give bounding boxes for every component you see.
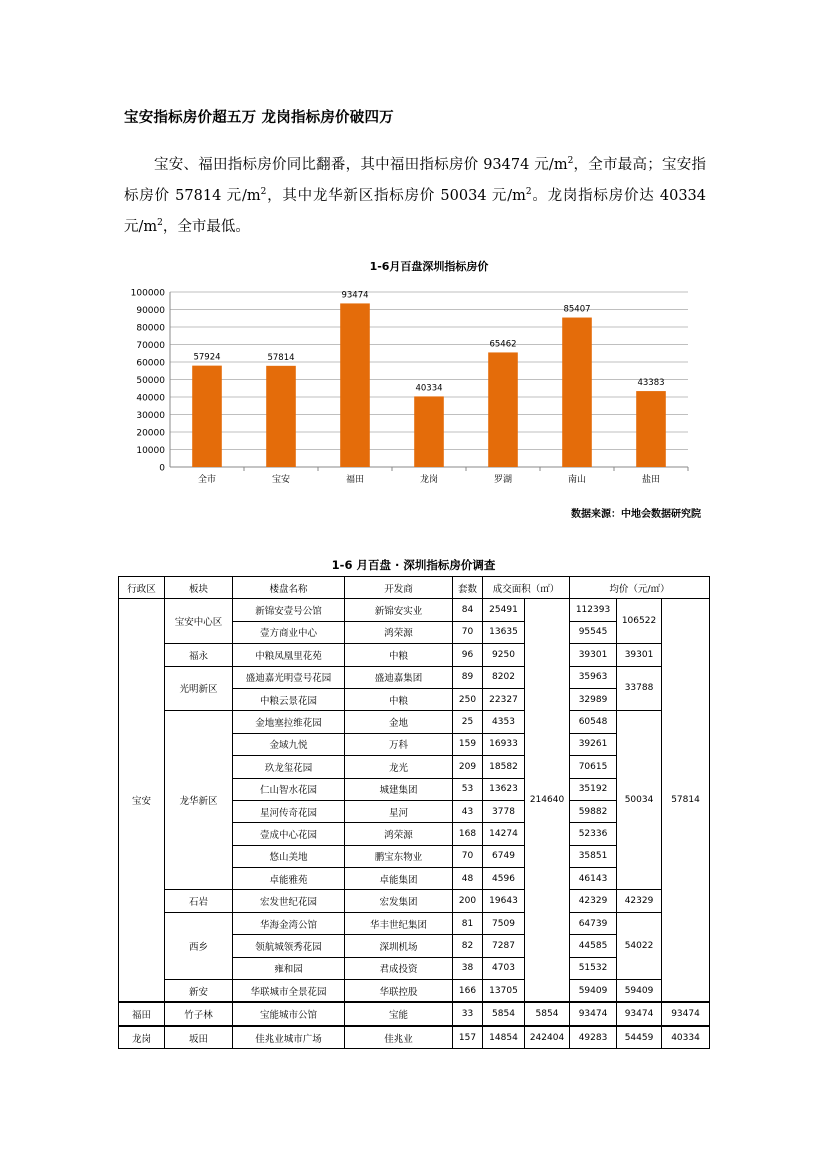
- project-cell: 华海金湾公馆: [233, 912, 345, 934]
- y-tick-label: 30000: [136, 411, 165, 421]
- price-cell: 52336: [570, 823, 617, 845]
- header-cell: 楼盘名称: [233, 577, 345, 599]
- developer-cell: 宝能: [345, 1002, 453, 1025]
- data-label: 57814: [267, 352, 295, 363]
- price-cell: 44585: [570, 935, 617, 957]
- data-label: 43383: [637, 378, 665, 389]
- units-cell: 168: [453, 823, 483, 845]
- y-tick-label: 20000: [136, 428, 165, 439]
- para-part-5: ，全市最低。: [162, 219, 250, 235]
- district-avg-cell: 57814: [662, 599, 710, 1003]
- developer-cell: 万科: [345, 733, 453, 755]
- units-cell: 43: [453, 800, 483, 822]
- area-cell: 13623: [483, 778, 525, 800]
- para-part-4: 。龙岗指标房价达 40334 元/m: [124, 188, 706, 235]
- block-avg-cell: 33788: [617, 666, 662, 711]
- price-cell: 46143: [570, 868, 617, 890]
- block-avg-cell: 50034: [617, 711, 662, 890]
- bar: [562, 318, 592, 467]
- price-bar-chart: [120, 252, 700, 492]
- y-tick-label: 70000: [136, 341, 165, 351]
- project-cell: 雍和园: [233, 957, 345, 979]
- x-tick-label: 宝安: [271, 475, 291, 485]
- price-cell: 95545: [570, 621, 617, 643]
- table-row: [119, 1026, 710, 1049]
- price-cell: 35192: [570, 778, 617, 800]
- area-total-cell: 214640: [525, 599, 570, 1003]
- developer-cell: 鸿荣源: [345, 823, 453, 845]
- bar: [192, 366, 222, 467]
- project-cell: 宝能城市公馆: [233, 1002, 345, 1025]
- y-tick-label: 80000: [136, 323, 165, 334]
- units-cell: 53: [453, 778, 483, 800]
- block-cell: 宝安中心区: [165, 599, 233, 644]
- block-avg-cell: 54022: [617, 912, 662, 979]
- area-cell: 7509: [483, 912, 525, 934]
- x-tick-label: 福田: [345, 475, 365, 485]
- units-cell: 38: [453, 957, 483, 979]
- x-tick-label: 全市: [197, 475, 217, 485]
- units-cell: 166: [453, 980, 483, 1003]
- para-part-3: ，其中龙华新区指标房价 50034 元/m: [266, 188, 526, 204]
- project-cell: 仁山智水花园: [233, 778, 345, 800]
- block-cell: 光明新区: [165, 666, 233, 711]
- para-part-1: 宝安、福田指标房价同比翻番，其中福田指标房价 93474 元/m: [154, 157, 568, 173]
- data-label: 65462: [489, 339, 517, 350]
- developer-cell: 华丰世纪集团: [345, 912, 453, 934]
- header-cell: 均价（元/㎡）: [570, 577, 710, 599]
- bar: [414, 396, 444, 467]
- project-cell: 星河传奇花园: [233, 800, 345, 822]
- data-label: 93474: [341, 290, 369, 301]
- intro-paragraph: [124, 150, 706, 243]
- area-cell: 4596: [483, 868, 525, 890]
- project-cell: 佳兆业城市广场: [233, 1026, 345, 1049]
- project-cell: 中粮云景花园: [233, 688, 345, 710]
- table-row: [119, 890, 710, 912]
- area-cell: 18582: [483, 756, 525, 778]
- price-cell: 51532: [570, 957, 617, 979]
- developer-cell: 盛迪嘉集团: [345, 666, 453, 688]
- district-avg-cell: 40334: [662, 1026, 710, 1049]
- price-cell: 32989: [570, 688, 617, 710]
- units-cell: 25: [453, 711, 483, 733]
- block-avg-cell: 42329: [617, 890, 662, 912]
- table-row: [119, 912, 710, 934]
- developer-cell: 深圳机场: [345, 935, 453, 957]
- area-cell: 7287: [483, 935, 525, 957]
- developer-cell: 君成投资: [345, 957, 453, 979]
- project-cell: 壹成中心花园: [233, 823, 345, 845]
- area-total-cell: 242404: [525, 1026, 570, 1049]
- bar: [636, 391, 666, 467]
- chart-title: 1-6月百盘深圳指标房价: [369, 260, 489, 273]
- price-cell: 39301: [570, 644, 617, 666]
- price-cell: 70615: [570, 756, 617, 778]
- header-row: [119, 577, 710, 599]
- area-cell: 16933: [483, 733, 525, 755]
- project-cell: 领航城领秀花园: [233, 935, 345, 957]
- price-cell: 112393: [570, 599, 617, 621]
- block-cell: 西乡: [165, 912, 233, 979]
- developer-cell: 城建集团: [345, 778, 453, 800]
- table-row: [119, 711, 710, 733]
- header-cell: 板块: [165, 577, 233, 599]
- developer-cell: 中粮: [345, 644, 453, 666]
- table-title: 1-6 月百盘 · 深圳指标房价调查: [331, 558, 496, 572]
- project-cell: 新锦安壹号公馆: [233, 599, 345, 621]
- project-cell: 玖龙玺花园: [233, 756, 345, 778]
- block-cell: 竹子林: [165, 1002, 233, 1025]
- price-cell: 35851: [570, 845, 617, 867]
- developer-cell: 星河: [345, 800, 453, 822]
- price-survey-table: [118, 576, 710, 1049]
- developer-cell: 佳兆业: [345, 1026, 453, 1049]
- y-tick-label: 100000: [130, 288, 165, 299]
- bar: [266, 366, 296, 467]
- project-cell: 中粮凤凰里花苑: [233, 644, 345, 666]
- area-cell: 25491: [483, 599, 525, 621]
- data-source: 数据来源：中地会数据研究院: [571, 509, 701, 520]
- project-cell: 悠山美地: [233, 845, 345, 867]
- block-avg-cell: 106522: [617, 599, 662, 644]
- area-cell: 14854: [483, 1026, 525, 1049]
- x-tick-label: 龙岗: [419, 475, 439, 485]
- data-label: 40334: [415, 383, 443, 394]
- header-cell: 成交面积（㎡）: [483, 577, 570, 599]
- units-cell: 48: [453, 868, 483, 890]
- area-cell: 13705: [483, 980, 525, 1003]
- x-tick-label: 罗湖: [493, 475, 513, 485]
- header-cell: 行政区: [119, 577, 165, 599]
- project-cell: 壹方商业中心: [233, 621, 345, 643]
- area-cell: 19643: [483, 890, 525, 912]
- units-cell: 70: [453, 845, 483, 867]
- price-cell: 59409: [570, 980, 617, 1003]
- area-cell: 13635: [483, 621, 525, 643]
- para-part-2: ，全市最高；宝安指标房价 57814 元/m: [124, 157, 707, 204]
- project-cell: 宏发世纪花园: [233, 890, 345, 912]
- data-label: 85407: [563, 304, 591, 315]
- bar: [488, 352, 518, 467]
- article-heading: 宝安指标房价超五万 龙岗指标房价破四万: [124, 110, 394, 126]
- superscript-2: 2: [525, 187, 532, 198]
- y-tick-label: 90000: [136, 306, 165, 316]
- area-total-cell: 5854: [525, 1002, 570, 1025]
- header-cell: 开发商: [345, 577, 453, 599]
- superscript-2: 2: [157, 218, 163, 229]
- table-row: [119, 644, 710, 666]
- developer-cell: 卓能集团: [345, 868, 453, 890]
- header-cell: 套数: [453, 577, 483, 599]
- table-row: [119, 1002, 710, 1025]
- district-cell: 福田: [119, 1002, 165, 1025]
- project-cell: 金域九悦: [233, 733, 345, 755]
- y-tick-label: 50000: [136, 376, 165, 386]
- project-cell: 金地塞拉维花园: [233, 711, 345, 733]
- price-cell: 93474: [570, 1002, 617, 1025]
- price-cell: 49283: [570, 1026, 617, 1049]
- developer-cell: 新锦安实业: [345, 599, 453, 621]
- units-cell: 159: [453, 733, 483, 755]
- units-cell: 200: [453, 890, 483, 912]
- area-cell: 9250: [483, 644, 525, 666]
- block-avg-cell: 93474: [617, 1002, 662, 1025]
- area-cell: 22327: [483, 688, 525, 710]
- block-avg-cell: 39301: [617, 644, 662, 666]
- x-tick-label: 南山: [567, 475, 587, 485]
- area-cell: 8202: [483, 666, 525, 688]
- developer-cell: 鸿荣源: [345, 621, 453, 643]
- units-cell: 82: [453, 935, 483, 957]
- y-tick-label: 60000: [136, 358, 165, 369]
- units-cell: 250: [453, 688, 483, 710]
- area-cell: 3778: [483, 800, 525, 822]
- price-cell: 42329: [570, 890, 617, 912]
- block-cell: 龙华新区: [165, 711, 233, 890]
- price-cell: 64739: [570, 912, 617, 934]
- project-cell: 盛迪嘉光明壹号花园: [233, 666, 345, 688]
- developer-cell: 华联控股: [345, 980, 453, 1003]
- superscript-2: 2: [260, 187, 267, 198]
- units-cell: 70: [453, 621, 483, 643]
- project-cell: 华联城市全景花园: [233, 980, 345, 1003]
- price-cell: 39261: [570, 733, 617, 755]
- table-row: [119, 666, 710, 688]
- developer-cell: 中粮: [345, 688, 453, 710]
- x-tick-label: 盐田: [641, 475, 661, 485]
- block-cell: 坂田: [165, 1026, 233, 1049]
- y-tick-label: 40000: [136, 393, 165, 404]
- superscript-2: 2: [567, 156, 574, 167]
- y-tick-label: 0: [159, 463, 165, 474]
- area-cell: 5854: [483, 1002, 525, 1025]
- table-row: [119, 599, 710, 621]
- table-row: [119, 980, 710, 1003]
- area-cell: 4703: [483, 957, 525, 979]
- developer-cell: 鹏宝东物业: [345, 845, 453, 867]
- block-cell: 新安: [165, 980, 233, 1003]
- data-label: 57924: [193, 352, 221, 363]
- developer-cell: 宏发集团: [345, 890, 453, 912]
- units-cell: 33: [453, 1002, 483, 1025]
- units-cell: 81: [453, 912, 483, 934]
- developer-cell: 龙光: [345, 756, 453, 778]
- district-avg-cell: 93474: [662, 1002, 710, 1025]
- area-cell: 14274: [483, 823, 525, 845]
- block-avg-cell: 59409: [617, 980, 662, 1003]
- district-cell: 龙岗: [119, 1026, 165, 1049]
- area-cell: 6749: [483, 845, 525, 867]
- bar: [340, 303, 370, 467]
- units-cell: 157: [453, 1026, 483, 1049]
- block-cell: 福永: [165, 644, 233, 666]
- units-cell: 209: [453, 756, 483, 778]
- price-cell: 59882: [570, 800, 617, 822]
- block-avg-cell: 54459: [617, 1026, 662, 1049]
- area-cell: 4353: [483, 711, 525, 733]
- y-tick-label: 10000: [136, 446, 165, 456]
- price-cell: 60548: [570, 711, 617, 733]
- project-cell: 卓能雅苑: [233, 868, 345, 890]
- units-cell: 84: [453, 599, 483, 621]
- developer-cell: 金地: [345, 711, 453, 733]
- units-cell: 96: [453, 644, 483, 666]
- district-cell: 宝安: [119, 599, 165, 1003]
- block-cell: 石岩: [165, 890, 233, 912]
- units-cell: 89: [453, 666, 483, 688]
- price-cell: 35963: [570, 666, 617, 688]
